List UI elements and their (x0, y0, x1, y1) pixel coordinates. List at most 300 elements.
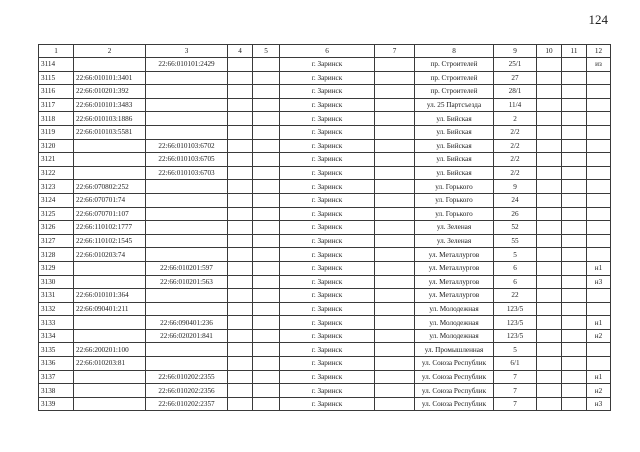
table-cell-col-10 (537, 384, 562, 398)
table-cell-col-6: г. Заринск (280, 234, 375, 248)
table-cell-col-3: 22:66:010201:563 (146, 275, 228, 289)
column-header-7: 7 (375, 45, 415, 58)
table-cell-col-2: 22:66:010203:74 (74, 248, 146, 262)
table-cell-col-12: н1 (587, 370, 611, 384)
property-registry-table (38, 44, 611, 411)
table-body (39, 58, 611, 411)
table-cell-col-5 (253, 193, 280, 207)
table-cell-col-7 (375, 125, 415, 139)
table-cell-col-4 (228, 166, 253, 180)
table-row (39, 397, 611, 411)
table-row (39, 261, 611, 275)
table-cell-col-8: ул. Союза Республик (415, 384, 494, 398)
table-cell-col-4 (228, 357, 253, 371)
table-cell-col-5 (253, 357, 280, 371)
table-cell-col-10 (537, 166, 562, 180)
table-cell-col-5 (253, 207, 280, 221)
table-cell-col-2: 22:66:010101:3483 (74, 98, 146, 112)
table-cell-col-11 (562, 329, 587, 343)
table-cell-col-4 (228, 384, 253, 398)
table-cell-col-1: 3120 (39, 139, 74, 153)
table-cell-col-10 (537, 316, 562, 330)
table-cell-col-7 (375, 261, 415, 275)
table-cell-col-10 (537, 180, 562, 194)
table-cell-col-8: ул. Бийская (415, 166, 494, 180)
table-cell-col-3 (146, 248, 228, 262)
table-cell-col-5 (253, 289, 280, 303)
table-cell-col-1: 3131 (39, 289, 74, 303)
table-cell-col-8: ул. Бийская (415, 153, 494, 167)
table-cell-col-4 (228, 248, 253, 262)
table-cell-col-5 (253, 275, 280, 289)
table-cell-col-6: г. Заринск (280, 289, 375, 303)
table-cell-col-6: г. Заринск (280, 85, 375, 99)
table-cell-col-12 (587, 112, 611, 126)
table-cell-col-5 (253, 98, 280, 112)
table-cell-col-11 (562, 139, 587, 153)
table-cell-col-1: 3118 (39, 112, 74, 126)
table-cell-col-4 (228, 289, 253, 303)
table-cell-col-9: 123/5 (494, 302, 537, 316)
table-cell-col-9: 2/2 (494, 153, 537, 167)
table-cell-col-6: г. Заринск (280, 329, 375, 343)
table-cell-col-12 (587, 180, 611, 194)
table-cell-col-6: г. Заринск (280, 112, 375, 126)
table-cell-col-9: 28/1 (494, 85, 537, 99)
table-cell-col-4 (228, 261, 253, 275)
table-cell-col-6: г. Заринск (280, 343, 375, 357)
table-cell-col-7 (375, 112, 415, 126)
table-cell-col-4 (228, 71, 253, 85)
table-cell-col-3 (146, 85, 228, 99)
table-cell-col-6: г. Заринск (280, 207, 375, 221)
column-header-2: 2 (74, 45, 146, 58)
table-cell-col-7 (375, 71, 415, 85)
table-cell-col-4 (228, 302, 253, 316)
table-cell-col-2 (74, 384, 146, 398)
table-cell-col-7 (375, 275, 415, 289)
table-cell-col-12: н3 (587, 275, 611, 289)
table-cell-col-3: 22:66:010202:2355 (146, 370, 228, 384)
table-cell-col-10 (537, 71, 562, 85)
table-cell-col-12 (587, 207, 611, 221)
table-cell-col-6: г. Заринск (280, 275, 375, 289)
column-header-5: 5 (253, 45, 280, 58)
table-cell-col-6: г. Заринск (280, 71, 375, 85)
table-cell-col-8: ул. Горького (415, 207, 494, 221)
table-cell-col-7 (375, 193, 415, 207)
table-cell-col-12 (587, 302, 611, 316)
table-row (39, 193, 611, 207)
table-cell-col-5 (253, 180, 280, 194)
table-cell-col-1: 3127 (39, 234, 74, 248)
table-cell-col-12: н1 (587, 261, 611, 275)
table-cell-col-3 (146, 343, 228, 357)
table-cell-col-8: ул. Металлургов (415, 289, 494, 303)
table-cell-col-6: г. Заринск (280, 221, 375, 235)
table-cell-col-11 (562, 125, 587, 139)
table-cell-col-10 (537, 248, 562, 262)
table-cell-col-5 (253, 112, 280, 126)
table-cell-col-9: 5 (494, 343, 537, 357)
table-cell-col-5 (253, 125, 280, 139)
table-cell-col-6: г. Заринск (280, 193, 375, 207)
table-cell-col-11 (562, 289, 587, 303)
table-cell-col-5 (253, 316, 280, 330)
table-cell-col-10 (537, 357, 562, 371)
table-cell-col-2: 22:66:090401:211 (74, 302, 146, 316)
column-header-9: 9 (494, 45, 537, 58)
table-cell-col-2: 22:66:010103:5581 (74, 125, 146, 139)
table-cell-col-8: ул. Металлургов (415, 275, 494, 289)
table-cell-col-9: 25/1 (494, 58, 537, 72)
table-cell-col-9: 7 (494, 384, 537, 398)
page-number: 124 (588, 12, 608, 27)
table-cell-col-11 (562, 98, 587, 112)
table-row (39, 153, 611, 167)
table-cell-col-8: ул. Молодежная (415, 316, 494, 330)
table-cell-col-9: 24 (494, 193, 537, 207)
table-row (39, 370, 611, 384)
table-cell-col-11 (562, 248, 587, 262)
table-cell-col-10 (537, 397, 562, 411)
table-cell-col-1: 3123 (39, 180, 74, 194)
table-cell-col-12 (587, 221, 611, 235)
table-cell-col-6: г. Заринск (280, 261, 375, 275)
table-cell-col-4 (228, 153, 253, 167)
table-cell-col-3 (146, 112, 228, 126)
table-cell-col-2 (74, 153, 146, 167)
table-cell-col-3 (146, 357, 228, 371)
table-cell-col-10 (537, 343, 562, 357)
table-cell-col-10 (537, 58, 562, 72)
table-cell-col-9: 6 (494, 261, 537, 275)
table-cell-col-8: ул. Молодежная (415, 329, 494, 343)
table-cell-col-8: ул. Союза Республик (415, 370, 494, 384)
table-row (39, 71, 611, 85)
table-cell-col-5 (253, 234, 280, 248)
table-cell-col-6: г. Заринск (280, 98, 375, 112)
table-cell-col-3: 22:66:010101:2429 (146, 58, 228, 72)
table-cell-col-6: г. Заринск (280, 248, 375, 262)
table-cell-col-11 (562, 397, 587, 411)
table-cell-col-4 (228, 329, 253, 343)
table-cell-col-5 (253, 139, 280, 153)
table-cell-col-3 (146, 180, 228, 194)
table-row (39, 139, 611, 153)
table-cell-col-8: ул. Зеленая (415, 221, 494, 235)
table-cell-col-4 (228, 370, 253, 384)
column-header-10: 10 (537, 45, 562, 58)
table-cell-col-12 (587, 85, 611, 99)
table-cell-col-10 (537, 112, 562, 126)
table-cell-col-7 (375, 370, 415, 384)
table-cell-col-4 (228, 125, 253, 139)
table-cell-col-8: ул. Бийская (415, 125, 494, 139)
table-cell-col-4 (228, 85, 253, 99)
table-cell-col-6: г. Заринск (280, 180, 375, 194)
table-cell-col-4 (228, 343, 253, 357)
table-cell-col-11 (562, 357, 587, 371)
table-cell-col-12 (587, 125, 611, 139)
table-cell-col-10 (537, 261, 562, 275)
table-cell-col-2 (74, 261, 146, 275)
table-cell-col-11 (562, 166, 587, 180)
table-cell-col-10 (537, 125, 562, 139)
table-cell-col-4 (228, 397, 253, 411)
table-cell-col-1: 3119 (39, 125, 74, 139)
table-cell-col-1: 3115 (39, 71, 74, 85)
table-cell-col-6: г. Заринск (280, 316, 375, 330)
table-cell-col-1: 3124 (39, 193, 74, 207)
table-cell-col-9: 123/5 (494, 329, 537, 343)
table-cell-col-4 (228, 234, 253, 248)
table-cell-col-5 (253, 153, 280, 167)
table-cell-col-1: 3136 (39, 357, 74, 371)
table-cell-col-9: 6/1 (494, 357, 537, 371)
table-cell-col-8: ул. Союза Республик (415, 397, 494, 411)
table-cell-col-1: 3133 (39, 316, 74, 330)
table-cell-col-3: 22:66:020201:841 (146, 329, 228, 343)
column-header-8: 8 (415, 45, 494, 58)
table-cell-col-12 (587, 71, 611, 85)
table-cell-col-12 (587, 234, 611, 248)
table-row (39, 180, 611, 194)
table-cell-col-3 (146, 221, 228, 235)
table-row (39, 248, 611, 262)
table-cell-col-2: 22:66:070701:107 (74, 207, 146, 221)
table-cell-col-1: 3116 (39, 85, 74, 99)
table-cell-col-1: 3138 (39, 384, 74, 398)
table-cell-col-3 (146, 71, 228, 85)
header-row (39, 45, 611, 58)
table-cell-col-12 (587, 153, 611, 167)
table-row (39, 85, 611, 99)
table-row (39, 58, 611, 72)
table-cell-col-5 (253, 221, 280, 235)
table-cell-col-4 (228, 316, 253, 330)
table-cell-col-12: н2 (587, 384, 611, 398)
table-cell-col-3 (146, 98, 228, 112)
table-cell-col-10 (537, 234, 562, 248)
table-cell-col-3 (146, 193, 228, 207)
table-cell-col-3: 22:66:010103:6705 (146, 153, 228, 167)
table-row (39, 302, 611, 316)
table-cell-col-9: 7 (494, 370, 537, 384)
table-cell-col-6: г. Заринск (280, 357, 375, 371)
table-cell-col-7 (375, 343, 415, 357)
table-cell-col-4 (228, 139, 253, 153)
table-cell-col-1: 3122 (39, 166, 74, 180)
table-cell-col-11 (562, 343, 587, 357)
table-cell-col-2 (74, 329, 146, 343)
table-cell-col-9: 26 (494, 207, 537, 221)
table-cell-col-1: 3121 (39, 153, 74, 167)
column-header-12: 12 (587, 45, 611, 58)
table-cell-col-9: 2/2 (494, 166, 537, 180)
table-cell-col-11 (562, 193, 587, 207)
table-cell-col-7 (375, 207, 415, 221)
table-cell-col-12: из (587, 58, 611, 72)
table-cell-col-2 (74, 139, 146, 153)
table-cell-col-2: 22:66:110102:1777 (74, 221, 146, 235)
table-cell-col-2 (74, 58, 146, 72)
table-cell-col-9: 9 (494, 180, 537, 194)
table-cell-col-11 (562, 207, 587, 221)
table-cell-col-10 (537, 207, 562, 221)
table-cell-col-12 (587, 343, 611, 357)
table-cell-col-3: 22:66:010202:2357 (146, 397, 228, 411)
table-cell-col-5 (253, 58, 280, 72)
table-cell-col-1: 3135 (39, 343, 74, 357)
table-cell-col-6: г. Заринск (280, 58, 375, 72)
table-cell-col-10 (537, 139, 562, 153)
table-cell-col-12 (587, 98, 611, 112)
table-cell-col-6: г. Заринск (280, 384, 375, 398)
table-cell-col-9: 6 (494, 275, 537, 289)
table-cell-col-4 (228, 98, 253, 112)
table-cell-col-7 (375, 329, 415, 343)
table-cell-col-11 (562, 71, 587, 85)
table-row (39, 329, 611, 343)
table-cell-col-11 (562, 58, 587, 72)
table-cell-col-11 (562, 234, 587, 248)
table-cell-col-9: 52 (494, 221, 537, 235)
table-row (39, 234, 611, 248)
table-cell-col-2 (74, 275, 146, 289)
table-cell-col-6: г. Заринск (280, 139, 375, 153)
table-cell-col-5 (253, 329, 280, 343)
table-cell-col-11 (562, 370, 587, 384)
table-cell-col-7 (375, 384, 415, 398)
table-cell-col-7 (375, 248, 415, 262)
table-cell-col-2: 22:66:010101:364 (74, 289, 146, 303)
table-cell-col-11 (562, 180, 587, 194)
table-cell-col-12 (587, 289, 611, 303)
table-row (39, 357, 611, 371)
table-row (39, 384, 611, 398)
table-cell-col-5 (253, 343, 280, 357)
table-cell-col-6: г. Заринск (280, 302, 375, 316)
table-cell-col-12 (587, 193, 611, 207)
table-cell-col-7 (375, 234, 415, 248)
table-cell-col-12 (587, 166, 611, 180)
table-cell-col-8: пр. Строителей (415, 58, 494, 72)
table-cell-col-6: г. Заринск (280, 153, 375, 167)
table-cell-col-3: 22:66:010202:2356 (146, 384, 228, 398)
table-cell-col-3: 22:66:010201:597 (146, 261, 228, 275)
table-cell-col-7 (375, 180, 415, 194)
table-cell-col-10 (537, 329, 562, 343)
table-cell-col-8: ул. Молодежная (415, 302, 494, 316)
table-cell-col-7 (375, 166, 415, 180)
table-cell-col-2 (74, 166, 146, 180)
table-cell-col-5 (253, 71, 280, 85)
table-row (39, 166, 611, 180)
table-cell-col-6: г. Заринск (280, 370, 375, 384)
table-cell-col-12 (587, 139, 611, 153)
table-cell-col-2: 22:66:010201:392 (74, 85, 146, 99)
table-cell-col-11 (562, 316, 587, 330)
table-cell-col-2: 22:66:070701:74 (74, 193, 146, 207)
table-row (39, 98, 611, 112)
table-cell-col-5 (253, 166, 280, 180)
column-header-6: 6 (280, 45, 375, 58)
table-cell-col-7 (375, 58, 415, 72)
column-header-11: 11 (562, 45, 587, 58)
table-cell-col-6: г. Заринск (280, 166, 375, 180)
table-cell-col-11 (562, 153, 587, 167)
table-cell-col-3 (146, 302, 228, 316)
table-cell-col-10 (537, 153, 562, 167)
table-cell-col-9: 11/4 (494, 98, 537, 112)
table-cell-col-3 (146, 289, 228, 303)
column-header-1: 1 (39, 45, 74, 58)
table-cell-col-10 (537, 98, 562, 112)
table-cell-col-10 (537, 221, 562, 235)
table-cell-col-1: 3128 (39, 248, 74, 262)
table-cell-col-5 (253, 85, 280, 99)
table-cell-col-4 (228, 112, 253, 126)
table-cell-col-1: 3129 (39, 261, 74, 275)
table-cell-col-4 (228, 193, 253, 207)
table-cell-col-4 (228, 275, 253, 289)
table-cell-col-12 (587, 248, 611, 262)
table-cell-col-3 (146, 125, 228, 139)
table-cell-col-3 (146, 234, 228, 248)
table-cell-col-1: 3125 (39, 207, 74, 221)
table-cell-col-1: 3137 (39, 370, 74, 384)
table-cell-col-2: 22:66:110102:1545 (74, 234, 146, 248)
table-cell-col-2 (74, 316, 146, 330)
table-cell-col-7 (375, 221, 415, 235)
table-cell-col-11 (562, 384, 587, 398)
table-cell-col-4 (228, 180, 253, 194)
table-cell-col-9: 123/5 (494, 316, 537, 330)
column-header-4: 4 (228, 45, 253, 58)
table-row (39, 275, 611, 289)
table-cell-col-1: 3132 (39, 302, 74, 316)
table-cell-col-8: ул. Металлургов (415, 261, 494, 275)
table-cell-col-4 (228, 207, 253, 221)
table-cell-col-3: 22:66:010103:6703 (146, 166, 228, 180)
table-cell-col-11 (562, 275, 587, 289)
table-cell-col-4 (228, 58, 253, 72)
table-cell-col-2 (74, 370, 146, 384)
table-cell-col-3 (146, 207, 228, 221)
table-cell-col-9: 22 (494, 289, 537, 303)
table-cell-col-10 (537, 370, 562, 384)
table-cell-col-7 (375, 302, 415, 316)
table-cell-col-7 (375, 98, 415, 112)
table-cell-col-1: 3114 (39, 58, 74, 72)
table-cell-col-8: ул. Союза Республик (415, 357, 494, 371)
table-row (39, 112, 611, 126)
table-cell-col-7 (375, 316, 415, 330)
table-cell-col-5 (253, 370, 280, 384)
table-cell-col-2: 22:66:200201:100 (74, 343, 146, 357)
table-cell-col-9: 5 (494, 248, 537, 262)
table-cell-col-12: н2 (587, 329, 611, 343)
table-cell-col-5 (253, 384, 280, 398)
table-cell-col-2: 22:66:010101:3401 (74, 71, 146, 85)
table-cell-col-7 (375, 397, 415, 411)
table-cell-col-5 (253, 397, 280, 411)
table-cell-col-9: 2 (494, 112, 537, 126)
table-row (39, 125, 611, 139)
table-cell-col-5 (253, 248, 280, 262)
table-cell-col-8: пр. Строителей (415, 85, 494, 99)
